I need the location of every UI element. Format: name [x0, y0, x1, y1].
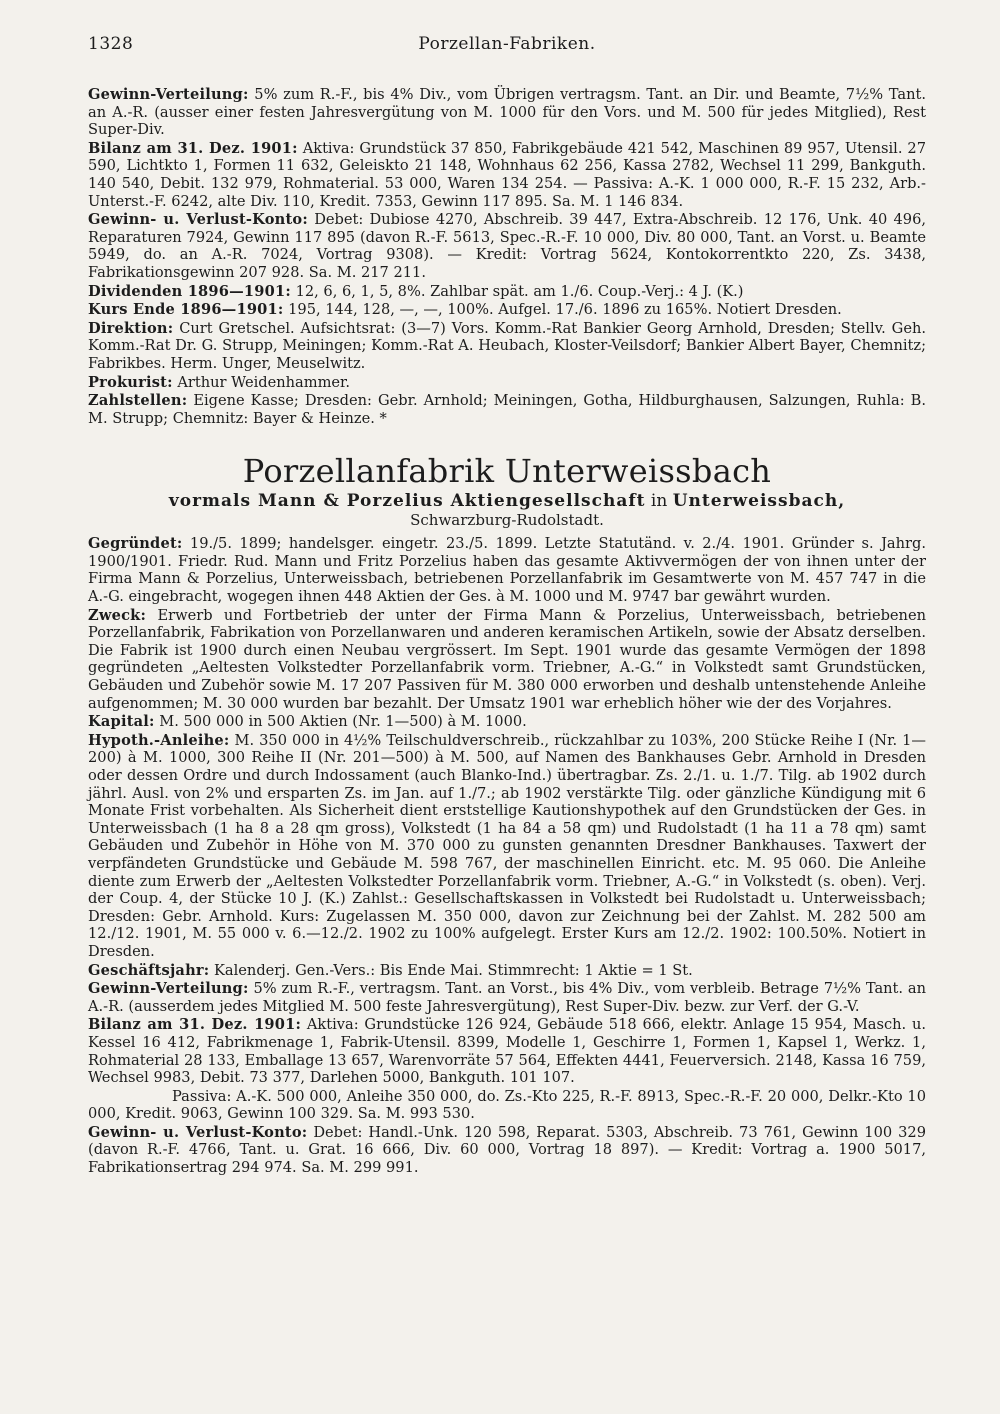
entry-label: Kapital: [88, 713, 155, 731]
entry-zahlstellen [88, 392, 926, 427]
entry-prokurist [88, 374, 926, 392]
entry-hypoth-anleihe [88, 732, 926, 961]
entry-text: Arthur Weidenhammer. [177, 373, 351, 391]
running-title: Porzellan-Fabriken. [418, 34, 596, 54]
entry-text: M. 500 000 in 500 Aktien (Nr. 1—500) à M. 1000. [159, 713, 527, 731]
entry-text: Passiva: A.-K. 500 000, Anleihe 350 000, do. Zs.-Kto 225, R.-F. 8913, Spec.-R.-F. 20 000, Delkr.-Kto 10 000, Kredit. 9063, Gewinn 100 329. Sa. M. 993 530. [88, 1087, 926, 1123]
entry-text: Curt Gretschel. Aufsichtsrat: (3—7) Vors. Komm.-Rat Bankier Georg Arnhold, Dresden; Stellv. Geh. Komm.-Rat Dr. G. Strupp, Meiningen; Komm.-Rat A. Heubach, Kloster-Veilsdorf; Bankier Albert Bayer, Chemnitz; Fabrikbes. Herm. Unger, Meuselwitz. [88, 319, 926, 372]
company-former-name: vormals Mann & Porzelius Aktiengesellschaft [168, 491, 646, 512]
entry-text: 5% zum R.-F., bis 4% Div., vom Übrigen vertragsm. Tant. an Dir. und Beamte, 7½% Tant. an A.-R. (ausser einer festen Jahresvergütung von M. 1000 für den Vors. und M. 500 für jedes Mitglied), Rest Super-Div. [88, 86, 927, 139]
company-subtitle [88, 491, 926, 511]
entry-text: M. 350 000 in 4½% Teilschuldverschreib., rückzahlbar zu 103%, 200 Stücke Reihe I (Nr. 1—200) à M. 1000, 300 Reihe II (Nr. 201—500) à M. 500, auf Namen des Bankhauses Gebr. Arnhold in Dresden oder dessen Ordre und durch Indossament (auch Blanko-Ind.) übertragbar. Zs. 2./1. u. 1./7. Tilg. ab 1902 durch jährl. Ausl. von 2% und ersparten Zs. im Jan. auf 1./7.; ab 1902 verstärkte Tilg. oder gänzliche Kündigung mit 6 Monate Frist vorbehalten. Als Sicherheit dient erststellige Kautionshypothek auf den Grundstücken der Ges. in Unterweissbach (1 ha 8 a 28 qm gross), Volkstedt (1 ha 84 a 58 qm) und Rudolstadt (1 ha 11 a 78 qm) samt Gebäuden und Zubehör in Höhe von M. 370 000 zu gunsten genannten Dresdner Bankhauses. Taxwert der verpfändeten Grundstücke und Gebäude M. 598 767, der maschinellen Einricht. etc. M. 95 060. Die Anleihe diente zum Erwerb der „Aeltesten Volkstedter Porzellanfabrik vorm. Triebner, A.-G.“ in Volkstedt (s. oben). Verj. der Coup. 4, der Stücke 10 J. (K.) Zahlst.: Gesellschaftskassen in Volkstedt bei Rudolstadt u. Unterweissbach; Dresden: Gebr. Arnhold. Kurs: Zugelassen M. 350 000, davon zur Zeichnung bei der Zahlst. M. 282 500 am 12./12. 1901, M. 55 000 v. 6.—12./2. 1902 zu 100% aufgelegt. Erster Kurs am 12./2. 1902: 100.50%. Notiert in Dresden. [88, 731, 926, 960]
entry-text: Erwerb und Fortbetrieb der unter der Firma Mann & Porzelius, Unterweissbach, betriebenen Porzellanfabrik, Fabrikation von Porzellanwaren und anderen keramischen Artikeln, sowie der Absatz derselben. Die Fabrik ist 1900 durch einen Neubau vergrössert. Im Sept. 1901 wurde das gesamte Vermögen der 1898 gegründeten „Aeltesten Volkstedter Porzellanfabrik vorm. Triebner, A.-G.“ in Volkstedt samt Grundstücken, Gebäuden und Zubehör sowie M. 17 207 Passiven für M. 380 000 erworben und deshalb untenstehende Anleihe aufgenommen; M. 30 000 wurden bar bezahlt. Der Umsatz 1901 war erheblich höher wie der des Vorjahres. [88, 606, 926, 712]
running-header [88, 34, 926, 64]
company-place: Unterweissbach, [672, 491, 846, 512]
entry-geschaeftsjahr [88, 962, 926, 980]
entry-text: 195, 144, 128, —, —, 100%. Aufgel. 17./6. 1896 zu 165%. Notiert Dresden. [288, 301, 842, 319]
entry-label: Prokurist: [88, 373, 173, 391]
entry-direktion [88, 320, 926, 373]
entry-bilanz [88, 140, 926, 210]
company-title: Porzellanfabrik Unterweissbach [242, 452, 772, 491]
entry-label: Bilanz am 31. Dez. 1901: [88, 139, 298, 157]
entry-label: Gewinn-Verteilung: [88, 86, 249, 103]
entry-label: Zahlstellen: [88, 392, 188, 410]
entry-gewinn-verlust-konto [88, 211, 926, 281]
company-location: Schwarzburg-Rudolstadt. [410, 511, 604, 530]
entry-gewinn-verteilung-2 [88, 980, 926, 1015]
entry-text: Aktiva: Grundstück 37 850, Fabrikgebäude 421 542, Maschinen 89 957, Utensil. 27 590, Lichtkto 1, Formen 11 632, Geleiskto 21 148, Wohnhaus 62 256, Kassa 2782, Wechsel 11 299, Bankguth. 140 540, Debit. 132 979, Rohmaterial. 53 000, Waren 134 254. — Passiva: A.-K. 1 000 000, R.-F. 15 232, Arb.-Unterst.-F. 6242, alte Div. 110, Kredit. 7353, Gewinn 117 895. Sa. M. 1 146 834. [88, 139, 926, 210]
entry-label: Direktion: [88, 319, 174, 337]
entry-label: Bilanz am 31. Dez. 1901: [88, 1016, 302, 1034]
entry-label: Hypoth.-Anleihe: [88, 731, 230, 749]
entry-kapital [88, 713, 926, 731]
entry-passiva [88, 1088, 926, 1123]
top-section [88, 86, 926, 427]
entry-text: Aktiva: Grundstücke 126 924, Gebäude 518 666, elektr. Anlage 15 954, Masch. u. Kessel 16 412, Fabrikmenage 1, Fabrik-Utensil. 8399, Modelle 1, Geschirre 1, Formen 1, Kapsel 1, Werkz. 1, Rohmaterial 28 133, Emballage 13 657, Warenvorräte 57 564, Effekten 4441, Feuerversich. 2148, Kassa 16 759, Wechsel 9983, Debit. 73 377, Darlehen 5000, Bankguth. 101 107. [88, 1016, 927, 1087]
entry-label: Dividenden 1896—1901: [88, 282, 291, 300]
company-subtitle-in: in [650, 491, 668, 512]
entry-label: Kurs Ende 1896—1901: [88, 301, 284, 319]
page-number: 1328 [88, 34, 134, 54]
entry-label: Gewinn-Verteilung: [88, 980, 249, 998]
entry-text: Kalenderj. Gen.-Vers.: Bis Ende Mai. Stimmrecht: 1 Aktie = 1 St. [214, 961, 693, 979]
entry-label: Gewinn- u. Verlust-Konto: [88, 211, 308, 229]
entry-label: Gewinn- u. Verlust-Konto: [88, 1123, 308, 1141]
entry-gewinn-verteilung [88, 86, 926, 139]
entry-kurs [88, 301, 926, 319]
entry-gegruendet [88, 535, 926, 605]
entry-zweck [88, 607, 926, 713]
entry-label: Zweck: [88, 606, 147, 624]
entry-label: Gegründet: [88, 535, 183, 553]
company-section [88, 535, 926, 1176]
entry-text: Debet: Dubiose 4270, Abschreib. 39 447, Extra-Abschreib. 12 176, Unk. 40 496, Reparaturen 7924, Gewinn 117 895 (davon R.-F. 5613, Spec.-R.-F. 10 000, Div. 80 000, Tant. an Vorst. u. Beamte 5949, do. an A.-R. 7024, Vortrag 9308). — Kredit: Vortrag 5624, Kontokorrentkto 220, Zs. 3438, Fabrikationsgewinn 207 928. Sa. M. 217 211. [88, 211, 927, 281]
entry-bilanz-2 [88, 1016, 926, 1086]
company-heading [88, 453, 926, 529]
entry-text: Eigene Kasse; Dresden: Gebr. Arnhold; Meiningen, Gotha, Hildburghausen, Salzungen, Ruhla: B. M. Strupp; Chemnitz: Bayer & Heinze. * [88, 392, 926, 427]
entry-text: Debet: Handl.-Unk. 120 598, Reparat. 5303, Abschreib. 73 761, Gewinn 100 329 (davon R.-F. 4766, Tant. u. Grat. 16 666, Div. 60 000, Vortrag 18 897). — Kredit: Vortrag a. 1900 5017, Fabrikationsertrag 294 974. Sa. M. 299 991. [88, 1123, 926, 1177]
entry-dividenden [88, 283, 926, 301]
entry-text: 12, 6, 6, 1, 5, 8%. Zahlbar spät. am 1./6. Coup.-Verj.: 4 J. (K.) [295, 282, 744, 300]
entry-gewinn-verlust-konto-2 [88, 1124, 926, 1177]
entry-text: 5% zum R.-F., vertragsm. Tant. an Vorst., bis 4% Div., vom verbleib. Betrage 7½% Tant. an A.-R. (ausserdem jedes Mitglied M. 500 feste Jahresvergütung), Rest Super-Div. bezw. zur Verf. der G.-V. [88, 980, 927, 1015]
entry-label: Geschäftsjahr: [88, 961, 210, 979]
entry-text: 19./5. 1899; handelsger. eingetr. 23./5. 1899. Letzte Statutänd. v. 2./4. 1901. Gründer s. Jahrg. 1900/1901. Friedr. Rud. Mann und Fritz Porzelius haben das gesamte Aktivvermögen der von ihnen unter der Firma Mann & Porzelius, Unterweissbach, betriebenen Porzellanfabrik im Gesamtwerte von M. 457 747 in die A.-G. eingebracht, wogegen ihnen 448 Aktien der Ges. à M. 1000 und M. 9747 bar gewährt wurden. [88, 535, 926, 606]
